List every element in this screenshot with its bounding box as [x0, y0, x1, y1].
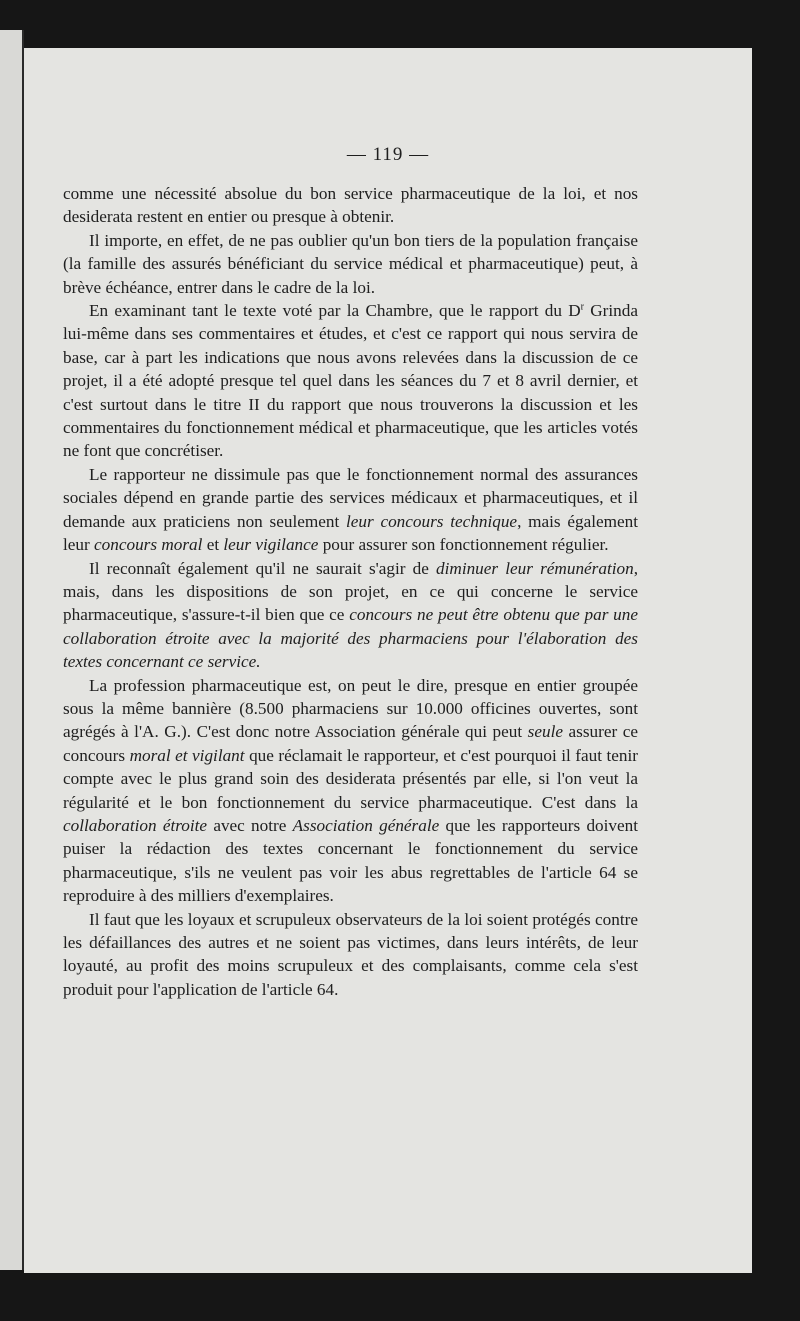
- paragraph: [63, 674, 638, 908]
- paragraph: [63, 557, 638, 674]
- italic-text: diminuer leur rémunération: [436, 558, 634, 578]
- text-run: pour assurer son fonctionnement régulier.: [318, 535, 609, 555]
- text-run: Il importe, en effet, de ne pas oublier qu'un bon tiers de la population française (la famille des assurés bénéficiant du service médical et pharmaceutique) peut, à brève échéance, entrer dans le cadre de la loi.: [63, 230, 638, 297]
- italic-text: concours ne peut être obtenu que par une collaboration étroite avec la majorité des pharmaciens pour l'élaboration des textes concernant ce service.: [63, 605, 638, 672]
- text-run: Il reconnaît également qu'il ne saurait s'agir de: [89, 558, 437, 578]
- text-run: , mais également leur: [63, 511, 638, 555]
- text-run: La profession pharmaceutique est, on peut le dire, presque en entier groupée sous la même bannière (8.500 pharmaciens sur 10.000 officines ouvertes, sont agrégés à l'A. G.). C'est donc notre Association générale qui peut: [63, 675, 638, 742]
- text-run: Le rapporteur ne dissimule pas que le fonctionnement normal des assurances sociales dépend en grande partie des services médicaux et pharmaceutiques, et il demande aux praticiens non seulement: [63, 464, 638, 531]
- text-run: , mais, dans les dispositions de son projet, en ce qui concerne le service pharmaceutique, s'assure-t-il bien que ce: [63, 558, 638, 625]
- italic-text: leur concours technique: [346, 511, 518, 531]
- paragraph: [63, 182, 638, 229]
- text-run: En examinant tant le texte voté par la Chambre, que le rapport du D: [89, 301, 581, 321]
- italic-text: concours moral: [94, 535, 203, 555]
- text-run: que réclamait le rapporteur, et c'est pourquoi il faut tenir compte avec le plus grand soin des desiderata présentés par elle, si l'on veut la régularité et le bon fonctionnement du service pharmaceutique. C'est dans la: [63, 745, 639, 812]
- text-run: Il faut que les loyaux et scrupuleux observateurs de la loi soient protégés contre les défaillances des autres et ne soient pas victimes, dans leurs intérêts, de leur loyauté, au profit des moins scrupuleux et des complaisants, comme cela s'est produit pour l'application de l'article 64.: [63, 909, 638, 999]
- text-run: et: [202, 535, 224, 555]
- italic-text: seule: [527, 722, 563, 742]
- italic-text: Association générale: [292, 815, 440, 835]
- italic-text: leur vigilance: [223, 535, 319, 555]
- document-page: [24, 48, 752, 1273]
- superscript-text: r: [580, 301, 584, 313]
- italic-text: collaboration étroite: [63, 815, 208, 835]
- paragraph: [63, 229, 638, 299]
- body-text: [63, 182, 638, 1001]
- text-run: Grinda lui-même dans ses commentaires et études, et c'est ce rapport qui nous servira de base, car à part les indications que nous avons relevées dans la discussion de ce projet, il a été adopté presque tel quel dans les séances du 7 et 8 avril dernier, et c'est surtout dans le titre II du rapport que nous trouverons la discussion et les commentaires du fonctionnement médical et pharmaceutique, que les articles votés ne font que concrétiser.: [63, 301, 638, 461]
- page-number: — 119 —: [346, 144, 430, 165]
- italic-text: moral et vigilant: [129, 745, 245, 765]
- text-run: comme une nécessité absolue du bon service pharmaceutique de la loi, et nos desiderata restent en entier ou presque à obtenir.: [63, 184, 638, 227]
- text-run: avec notre: [207, 815, 293, 835]
- text-run: assurer ce concours: [63, 722, 639, 765]
- paragraph: [63, 908, 638, 1002]
- adjacent-page-edge: [0, 30, 24, 1270]
- text-run: que les rapporteurs doivent puiser la rédaction des textes concernant le fonctionnement du service pharmaceutique, s'ils ne veulent pas voir les abus regrettables de l'article 64 se reproduire à des milliers d'exemplaires.: [63, 815, 638, 906]
- paragraph: [63, 299, 638, 463]
- paragraph: [63, 463, 638, 557]
